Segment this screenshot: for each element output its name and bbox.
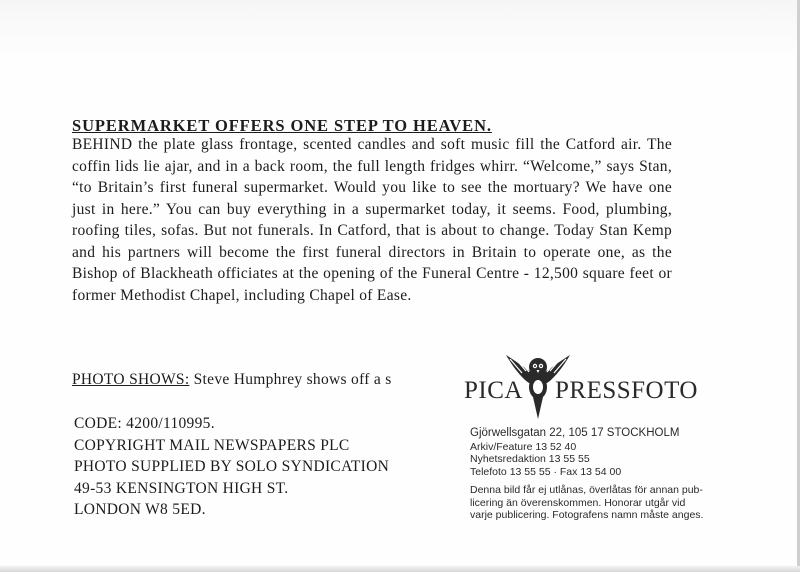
stamp-address: Gjörwellsgatan 22, 105 17 STOCKHOLM [470, 427, 680, 439]
photo-caption-line [72, 371, 447, 389]
supplied-by-line: PHOTO SUPPLIED BY SOLO SYNDICATION [74, 458, 390, 475]
bottom-edge [0, 566, 800, 572]
stamp-usage-notice [470, 484, 732, 522]
code-line: CODE: 4200/110995. [74, 415, 215, 432]
copyright-line: COPYRIGHT MAIL NEWSPAPERS PLC [74, 436, 350, 454]
address-line-1: 49-53 KENSINGTON HIGH ST. [74, 479, 289, 497]
article-headline: SUPERMARKET OFFERS ONE STEP TO HEAVEN. [72, 116, 492, 135]
stamp-contact-info [470, 427, 732, 522]
stamp-brand-pressfoto: PRESSFOTO [555, 377, 698, 404]
stamp-news-desk: Nyhetsredaktion 13 55 55 [470, 453, 590, 465]
stamp-archive: Arkiv/Feature 13 52 40 [470, 440, 577, 453]
pica-pressfoto-stamp [462, 345, 752, 525]
stamp-brand-pica: PICA [464, 377, 523, 404]
article-body: BEHIND the plate glass frontage, scented candles and soft music fill the Catford air. The coffin lids lie ajar, and in a back room, the full length fridges whirr. “Welcome,” says Stan, “to Britain’s first funeral supermarket. Would you like to see the mortuary? We have one just in here.” You can buy everything in a supermarket today, it seems. Food, plumbing, roofing tiles, sofas. But not funerals. In Catford, that is about to change. Today Stan Kemp and his partners will become the first funeral directors in Britain to operate one, as the Bishop of Blackheath officiates at the opening of the Funeral Centre - 12,500 square feet or former Methodist Chapel, including Chapel of Ease. [72, 136, 672, 304]
address-line-2: LONDON W8 5ED. [74, 501, 206, 518]
photo-shows-text: Steve Humphrey shows off a s [193, 371, 392, 388]
credit-block [74, 413, 389, 521]
stamp-telefoto-fax: Telefoto 13 55 55 · Fax 13 54 00 [470, 465, 622, 478]
stamp-notice-line-2: licering än överenskommen. Honorar utgår vid [470, 496, 686, 509]
stamp-notice-line-3: varje publicering. Fotografens namn måste anges. [470, 509, 704, 521]
stamp-notice-line-1: Denna bild får ej utlånas, överlåtas för annan pub- [470, 484, 703, 496]
photo-shows-label: PHOTO SHOWS: [72, 371, 190, 388]
top-edge-shadow [0, 0, 800, 52]
